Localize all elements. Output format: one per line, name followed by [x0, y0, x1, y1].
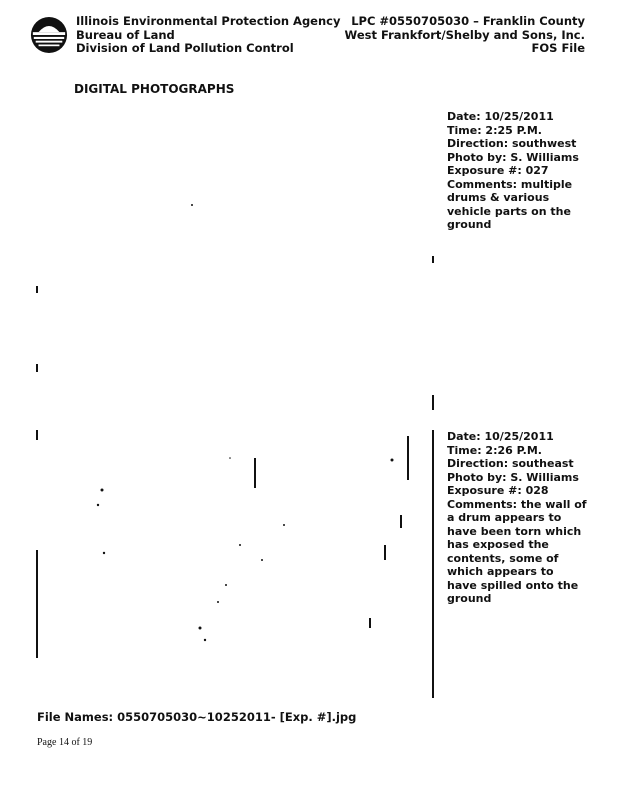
site-name: West Frankfort/Shelby and Sons, Inc. [344, 27, 585, 42]
photo-date: Date: 10/25/2011 [447, 110, 554, 123]
photo-direction: Direction: southeast [447, 457, 574, 470]
photo-exposure: Exposure #: 028 [447, 484, 549, 497]
photo-by: Photo by: S. Williams [447, 150, 579, 164]
photo-time: Time: 2:25 P.M. [447, 123, 542, 137]
bureau-name: Bureau of Land [76, 27, 175, 42]
photo-by: Photo by: S. Williams [447, 470, 579, 484]
photo-exposure: Exposure #: 027 [447, 164, 549, 177]
file-type: FOS File [531, 41, 585, 55]
photo-comments: Comments: the wall of a drum appears to have been torn which has exposed the contents, some of which appears to have spilled onto the ground [447, 497, 587, 605]
agency-name: Illinois Environmental Protection Agency [76, 14, 341, 28]
photo-info-block [447, 430, 587, 606]
file-names: File Names: 0550705030~10252011- [Exp. #].jpg [37, 710, 357, 724]
photo-time: Time: 2:26 P.M. [447, 443, 542, 457]
agency-logo-icon [30, 16, 68, 54]
page-number: Page 14 of 19 [37, 737, 93, 748]
site-id: LPC #0550705030 – Franklin County [351, 14, 585, 28]
division-name: Division of Land Pollution Control [76, 41, 294, 55]
agency-header [76, 15, 340, 56]
photo-direction: Direction: southwest [447, 137, 577, 150]
photo-info-block [447, 110, 587, 232]
site-header [345, 15, 585, 56]
photo-comments: Comments: multiple drums & various vehicle parts on the ground [447, 177, 573, 231]
section-title: DIGITAL PHOTOGRAPHS [74, 82, 235, 96]
photo-date: Date: 10/25/2011 [447, 430, 554, 443]
